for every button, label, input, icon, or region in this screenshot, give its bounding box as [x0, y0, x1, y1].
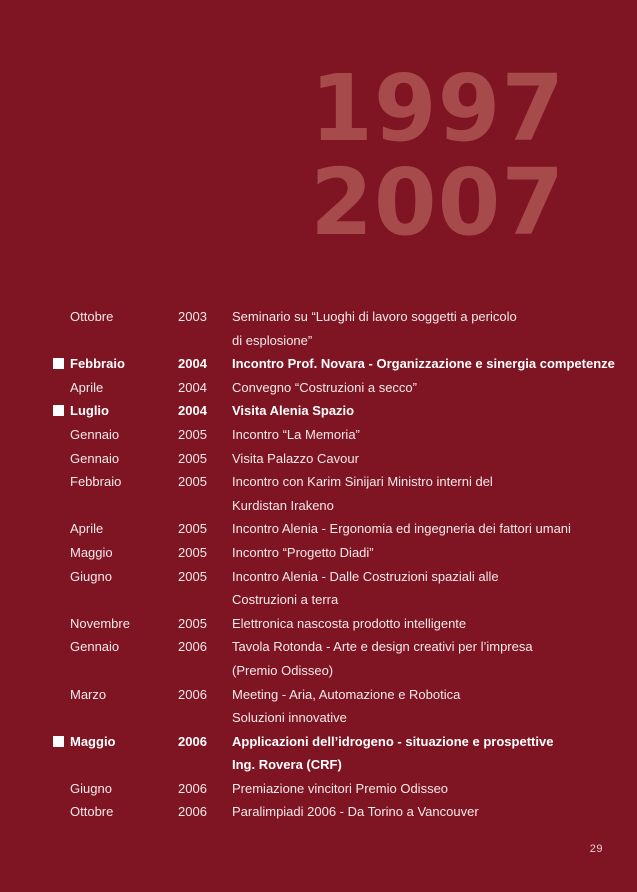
event-year: 2004	[178, 356, 207, 372]
page-number: 29	[589, 843, 603, 855]
square-bullet-icon	[53, 358, 64, 369]
year-range-heading	[310, 55, 565, 256]
event-month: Febbraio	[70, 356, 125, 372]
event-description: Tavola Rotonda - Arte e design creativi per l’impresa	[232, 639, 533, 655]
event-year: 2006	[178, 686, 207, 702]
event-row	[0, 376, 637, 400]
year-end: 2007	[310, 149, 565, 256]
event-description: Elettronica nascosta prodotto intelligente	[232, 615, 467, 631]
event-year: 2006	[178, 733, 207, 749]
event-row	[0, 352, 637, 376]
event-description: Incontro Alenia - Ergonomia ed ingegneria dei fattori umani	[232, 521, 571, 537]
event-year: 2005	[178, 615, 207, 631]
event-year: 2005	[178, 474, 207, 490]
event-month: Novembre	[70, 615, 130, 631]
event-description: Premiazione vincitori Premio Odisseo	[232, 780, 449, 796]
event-description: Applicazioni dell’idrogeno - situazione e prospettive	[232, 733, 554, 749]
event-row	[0, 683, 637, 707]
event-description: Kurdistan Irakeno	[232, 497, 334, 513]
event-row	[0, 612, 637, 636]
event-row	[0, 423, 637, 447]
event-month: Aprile	[70, 379, 104, 395]
event-row	[0, 329, 637, 353]
event-description: Visita Alenia Spazio	[232, 403, 355, 419]
event-description: (Premio Odisseo)	[232, 662, 334, 678]
event-row	[0, 399, 637, 423]
event-year: 2005	[178, 544, 207, 560]
event-description: Seminario su “Luoghi di lavoro soggetti a pericolo	[232, 309, 517, 324]
event-row	[0, 706, 637, 730]
event-month: Gennaio	[70, 639, 120, 655]
event-month: Giugno	[70, 780, 112, 796]
event-year: 2006	[178, 804, 207, 820]
event-row	[0, 800, 637, 824]
event-month: Febbraio	[70, 474, 122, 490]
event-description: Ing. Rovera (CRF)	[232, 757, 342, 773]
event-description: Visita Palazzo Cavour	[232, 450, 359, 466]
event-row	[0, 635, 637, 659]
event-year: 2006	[178, 639, 207, 655]
square-bullet-icon	[53, 736, 64, 747]
event-description: Soluzioni innovative	[232, 710, 347, 726]
event-row	[0, 777, 637, 801]
event-year: 2004	[178, 403, 207, 419]
event-year: 2005	[178, 568, 207, 584]
event-row	[0, 517, 637, 541]
event-year: 2005	[178, 426, 207, 442]
event-row	[0, 753, 637, 777]
event-description: Costruzioni a terra	[232, 592, 339, 608]
event-row	[0, 730, 637, 754]
event-row	[0, 447, 637, 471]
event-description: Incontro con Karim Sinijari Ministro interni del	[232, 474, 493, 490]
event-month: Luglio	[70, 403, 109, 419]
event-description: di esplosione”	[232, 332, 313, 348]
event-description: Incontro “La Memoria”	[232, 426, 360, 442]
event-month: Gennaio	[70, 450, 120, 466]
event-description: Incontro Prof. Novara - Organizzazione e sinergia competenze	[232, 356, 615, 372]
event-row	[0, 565, 637, 589]
event-description: Incontro Alenia - Dalle Costruzioni spaziali alle	[232, 568, 499, 584]
event-year: 2005	[178, 450, 207, 466]
event-row	[0, 494, 637, 518]
event-description: Meeting - Aria, Automazione e Robotica	[232, 686, 461, 702]
event-row	[0, 541, 637, 565]
event-month: Giugno	[70, 568, 112, 584]
event-month: Marzo	[70, 686, 107, 702]
event-month: Ottobre	[70, 804, 114, 820]
event-year: 2003	[178, 309, 207, 324]
event-description: Convegno “Costruzioni a secco”	[232, 379, 417, 395]
event-timeline	[0, 305, 637, 824]
event-month: Maggio	[70, 733, 116, 749]
square-bullet-icon	[53, 405, 64, 416]
event-month: Aprile	[70, 521, 104, 537]
event-row	[0, 305, 637, 329]
event-row	[0, 588, 637, 612]
event-row	[0, 659, 637, 683]
event-description: Incontro “Progetto Diadi”	[232, 544, 374, 560]
year-start: 1997	[310, 55, 565, 162]
event-description: Paralimpiadi 2006 - Da Torino a Vancouver	[232, 804, 479, 820]
event-row	[0, 470, 637, 494]
event-year: 2005	[178, 521, 207, 537]
event-month: Ottobre	[70, 309, 114, 324]
event-year: 2006	[178, 780, 207, 796]
event-year: 2004	[178, 379, 207, 395]
event-month: Maggio	[70, 544, 113, 560]
event-month: Gennaio	[70, 426, 120, 442]
